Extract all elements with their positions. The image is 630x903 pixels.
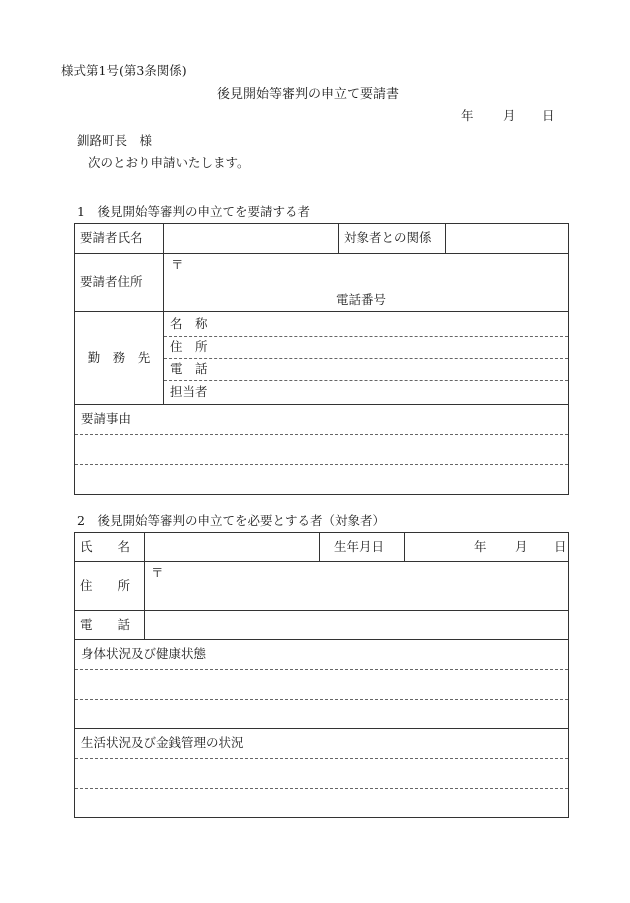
workplace-phone-label: 電 話: [170, 361, 208, 377]
workplace-label: 勤 務 先: [75, 312, 164, 405]
workplace-phone-row[interactable]: [164, 358, 568, 380]
postal-mark: 〒: [171, 257, 184, 272]
date-year-label: 年: [461, 108, 474, 123]
birthdate-field[interactable]: [405, 533, 569, 562]
health-line[interactable]: [75, 669, 568, 699]
subject-phone-field[interactable]: [145, 611, 569, 640]
life-status-label: 生活状況及び金銭管理の状況: [81, 735, 244, 751]
subject-postal-mark: 〒: [151, 565, 164, 580]
workplace-address-label: 住 所: [170, 339, 208, 355]
phone-number-label: 電話番号: [336, 292, 387, 307]
date-month-label: 月: [503, 108, 516, 123]
life-status-block[interactable]: [75, 729, 569, 818]
subject-table: [74, 532, 569, 818]
requester-table: [74, 223, 569, 495]
health-line[interactable]: [75, 699, 568, 728]
subject-name-label: 氏 名: [75, 533, 145, 562]
birth-day-label: 日: [554, 539, 567, 554]
requester-name-label: 要請者氏名: [75, 224, 164, 254]
workplace-address-row[interactable]: [164, 336, 568, 358]
subject-phone-label: 電 話: [75, 611, 145, 640]
life-status-line[interactable]: [75, 758, 568, 788]
workplace-contact-row[interactable]: [164, 380, 568, 403]
health-label: 身体状況及び健康状態: [81, 646, 207, 662]
workplace-block: [164, 312, 569, 405]
subject-name-field[interactable]: [145, 533, 320, 562]
subject-address-label: 住 所: [75, 562, 145, 611]
requester-name-field[interactable]: [164, 224, 339, 254]
request-reason-label: 要請事由: [81, 411, 132, 427]
section1-heading: 1 後見開始等審判の申立てを要請する者: [77, 204, 310, 219]
page-title: 後見開始等審判の申立て要請書: [217, 87, 400, 102]
relation-label: 対象者との関係: [339, 224, 446, 254]
relation-field[interactable]: [446, 224, 569, 254]
workplace-name-row[interactable]: [164, 313, 568, 336]
subject-address-field[interactable]: [145, 562, 569, 611]
birthdate-label: 生年月日: [320, 533, 405, 562]
birth-month-label: 月: [515, 539, 528, 554]
section2-heading: 2 後見開始等審判の申立てを必要とする者（対象者）: [77, 513, 385, 528]
addressee: 釧路町長 様: [77, 133, 153, 148]
date-day-label: 日: [542, 108, 555, 123]
requester-address-label: 要請者住所: [75, 254, 164, 312]
workplace-name-label: 名 称: [170, 316, 208, 332]
birth-year-label: 年: [474, 539, 487, 554]
health-block[interactable]: [75, 640, 569, 729]
life-status-line[interactable]: [75, 788, 568, 817]
request-reason-line[interactable]: [75, 464, 568, 494]
request-reason-block[interactable]: [75, 405, 569, 495]
request-reason-line[interactable]: [75, 434, 568, 464]
requester-address-field[interactable]: [164, 254, 569, 312]
workplace-contact-label: 担当者: [170, 383, 208, 399]
form-number: 様式第1号(第3条関係): [61, 63, 187, 78]
intro-text: 次のとおり申請いたします。: [88, 155, 250, 170]
